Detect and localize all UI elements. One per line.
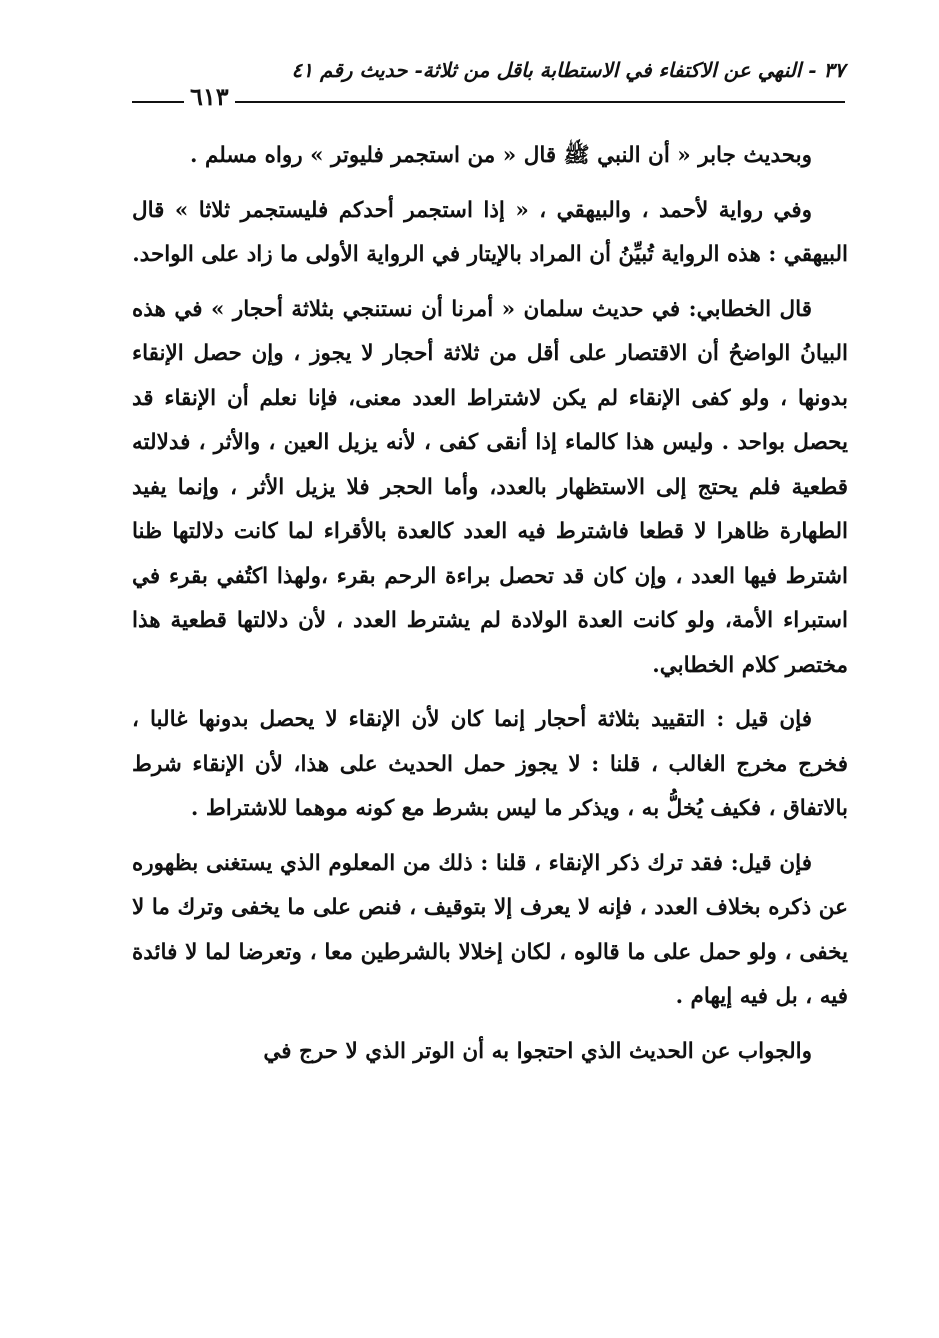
paragraph: وبحديث جابر « أن النبي ﷺ قال « من استجمر فليوتر » رواه مسلم . [190,143,812,168]
page-body [132,134,848,1074]
page-header [132,58,845,114]
running-title: ٣٧ - النهي عن الاكتفاء في الاستطابة باقل من ثلاثة- حديث رقم ٤١ [291,58,845,82]
page-number: ٦١٣ [184,82,235,111]
paragraph: قال الخطابي: في حديث سلمان « أمرنا أن نستنجي بثلاثة أحجار » في هذه البيانُ الواضحُ أن الاقتصار على أقل من ثلاثة أحجار لا يجوز ، وإن حصل الإنقاء بدونها ، ولو كفى الإنقاء لم يكن لاشتراط العدد معنى، فإنا نعلم أن الإنقاء قد يحصل بواحد . وليس هذا كالماء إذا أنقى كفى ، لأنه يزيل العين ، والأثر ، فدلالته قطعية فلم يحتج إلى الاستظهار بالعدد، وأما الحجر فلا يزيل الأثر ، وإنما يفيد الطهارة ظاهرا لا قطعا فاشترط فيه العدد كالعدة بالأقراء لما كانت دلالتها ظنا اشترط فيها العدد ، وإن كان قد تحصل براءة الرحم بقرء ،ولهذا اكتُفي بقرء في استبراء الأمة، ولو كانت العدة الولادة لم يشترط العدد ، لأن دلالتها قطعية هذا مختصر كلام الخطابي. [132,296,848,678]
paragraph: فإن قيل : التقييد بثلاثة أحجار إنما كان لأن الإنقاء لا يحصل بدونها غالبا ، فخرج مخرج الغالب ، قلنا : لا يجوز حمل الحديث على هذا، لأن الإنقاء شرط بالاتفاق ، فكيف يُخلُّ به ، ويذكر ما ليس بشرط مع كونه موهما للاشتراط . [132,707,848,821]
paragraph: وفي رواية لأحمد ، والبيهقي ، « إذا استجمر أحدكم فليستجمر ثلاثا » قال البيهقي : هذه الرواية تُبيِّنُ أن المراد بالإيتار في الرواية الأولى ما زاد على الواحد. [132,197,848,267]
header-rule [132,101,845,103]
paragraph: والجواب عن الحديث الذي احتجوا به أن الوتر الذي لا حرج في [263,1038,812,1064]
paragraph: فإن قيل: فقد ترك ذكر الإنقاء ، قلنا : ذلك من المعلوم الذي يستغنى بظهوره عن ذكره بخلاف العدد ، فإنه لا يعرف إلا بتوقيف ، فنص على ما يخفى وترك ما لا يخفى ، ولو حمل على ما قالوه ، لكان إخلالا بالشرطين معا ، وتعرضا لما لا فائدة فيه ، بل فيه إيهام . [132,850,848,1009]
